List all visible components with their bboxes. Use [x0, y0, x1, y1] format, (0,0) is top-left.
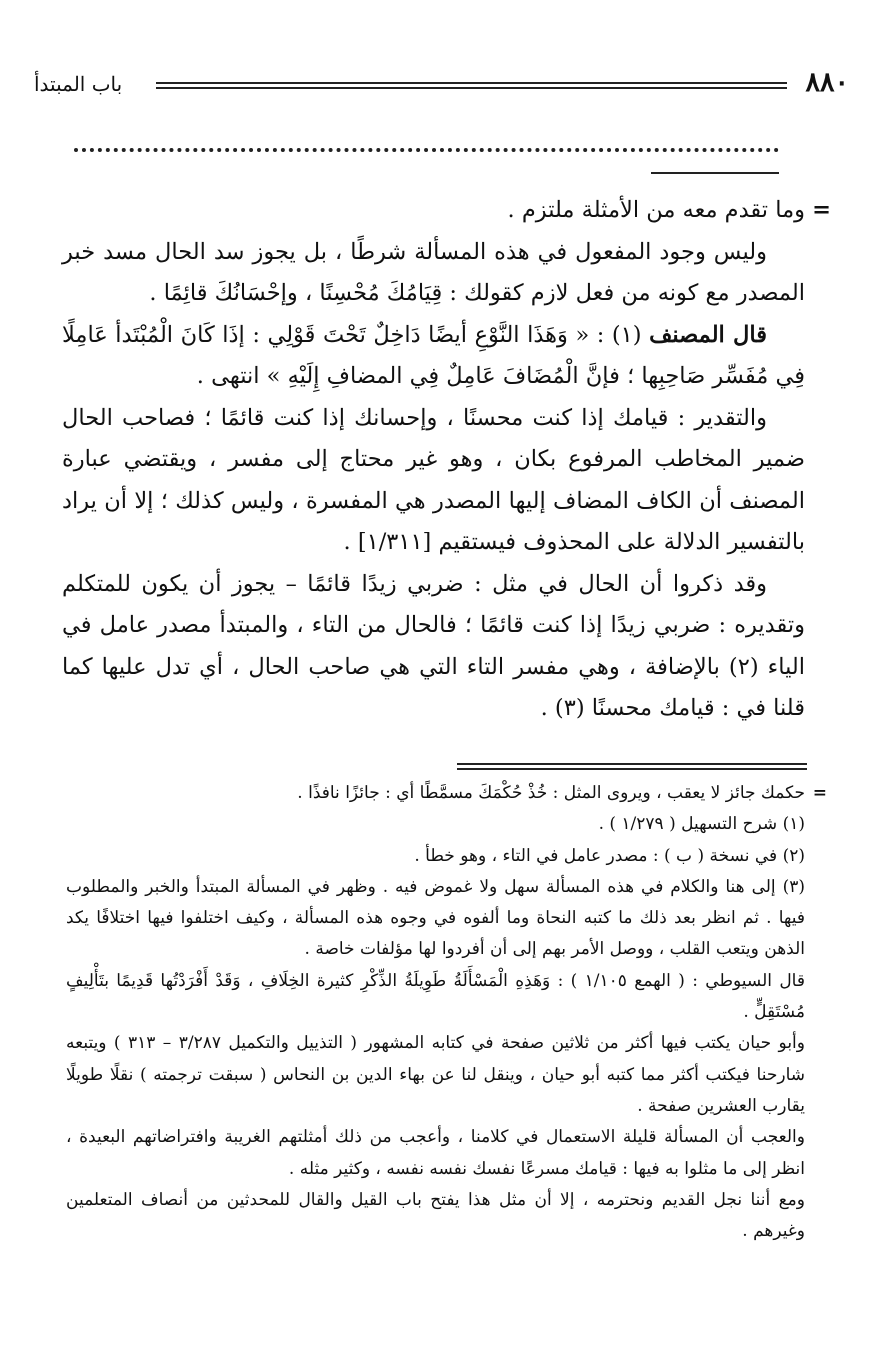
footnote-3-continued: والعجب أن المسألة قليلة الاستعمال في كلامنا ، وأعجب من ذلك أمثلتهم الغريبة وافتراضاتهم البعيدة ، انظر إلى ما مثلوا به فيها : قيامك مسرعًا نفسك نفسه نفسه ، وكثير مثله .: [66, 1127, 805, 1179]
quote-label: قال المصنف: [649, 321, 767, 348]
footnote-3-continued: وأبو حيان يكتب فيها أكثر من ثلاثين صفحة في كتابه المشهور ( التذييل والتكميل ٣/٢٨٧ – ٣١٣ ) ويتبعه شارحنا فيكتب أكثر مما كتبه أبو حيان ، وينقل لنا عن بهاء الدين بن النحاس ( سبقت ترجمته ) نقلًا طويلًا يقارب العشرين صفحة .: [66, 1033, 805, 1116]
paragraph-text: وما تقدم معه من الأمثلة ملتزم .: [507, 197, 805, 223]
dotted-separator: [74, 148, 779, 152]
continuation-mark: =: [812, 197, 831, 223]
footnote-3-continued: قال السيوطي : ( الهمع ١/١٠٥ ) : وَهَذِهِ الْمَسْأَلَةُ طَوِيلَةُ الذِّكْرِ كثيرة الخِلَافِ ، وَقَدْ أَفْرَدْتُها قَدِيمًا بتَأْلِيفٍ مُسْتَقِلٍّ .: [66, 970, 805, 1023]
paragraph: وليس وجود المفعول في هذه المسألة شرطًا ، بل يجوز سد الحال مسد خبر المصدر مع كونه من فعل لازم كقولك : قِيَامُكَ مُحْسِنًا ، وإحْسَانُكَ قائِمًا .: [62, 238, 805, 306]
footnote-ref: (١): [604, 321, 650, 348]
footnote-3: (٣) إلى هنا والكلام في هذه المسألة سهل ولا غموض فيه . وظهر في المسألة المبتدأ والخبر والمطلوب فيها . ثم انظر بعد ذلك ما كتبه النحاة وما ألفوه في وجوه هذه المسألة ، وكيف اختلفوا فيها اختلافًا يكد الذهن ويتعب القلب ، ووصل الأمر بهم إلى أن أفردوا لها مؤلفات خاصة .: [66, 876, 805, 960]
continuation-mark: =: [812, 783, 827, 803]
main-text: [62, 190, 831, 730]
paragraph-author-quote: [62, 315, 805, 398]
footnote-separator: [457, 763, 807, 770]
header-double-rule: [156, 82, 787, 89]
paragraph-continued: [62, 190, 831, 232]
paragraph: والتقدير : قيامك إذا كنت محسنًا ، وإحسانك إذا كنت قائمًا ؛ فصاحب الحال ضمير المخاطب المرفوع بكان ، وهو غير محتاج إلى مفسر ، ويقتضي عبارة المصنف أن الكاف المضاف إليها المصدر هي المفسرة ، وليس كذلك ؛ إلا أن يراد بالتفسير الدلالة على المحذوف فيستقيم [١/٣١١] .: [62, 404, 805, 555]
footnote-continued: [66, 778, 827, 809]
footnote-text: حكمك جائز لا يعقب ، ويروى المثل : خُذْ حُكْمَكَ مسمَّطًا أي : جائزًا نافذًا .: [297, 783, 805, 803]
footnote-1: (١) شرح التسهيل ( ١/٢٧٩ ) .: [598, 814, 805, 835]
page-header: [34, 66, 849, 100]
footnote-3-continued: ومع أننا نجل القديم ونحترمه ، إلا أن مثل هذا يفتح باب القيل والقال للمحدثين من أنصاف المتعلمين وغيرهم .: [66, 1189, 805, 1242]
quote-text: : « وَهَذَا النَّوْعِ أيضًا دَاخِلٌ تَحْتَ قَوْلِي : إذَا كَانَ الْمُبْتَدأ عَامِلًا فِي مُفَسِّر صَاحِبِها ؛ فإنَّ الْمُضَافَ عَامِلٌ فِي المضافِ إِلَيْهِ » انتهى .: [62, 321, 805, 389]
footnote-2: (٢) في نسخة ( ب ) : مصدر عامل في التاء ، وهو خطأ .: [414, 845, 805, 866]
chapter-title: باب المبتدأ: [34, 72, 123, 96]
footnotes: [66, 778, 827, 1247]
short-separator: [651, 172, 779, 174]
paragraph: وقد ذكروا أن الحال في مثل : ضربي زيدًا قائمًا – يجوز أن يكون للمتكلم وتقديره : ضربي زيدًا إذا كنت قائمًا ؛ فالحال من التاء ، والمبتدأ مصدر عامل في الياء (٢) بالإضافة ، وهي مفسر التاء التي هي صاحب الحال ، أي تدل عليها كما قلنا في : قيامك محسنًا (٣) .: [62, 570, 806, 721]
page-number: ٨٨٠: [805, 67, 849, 98]
